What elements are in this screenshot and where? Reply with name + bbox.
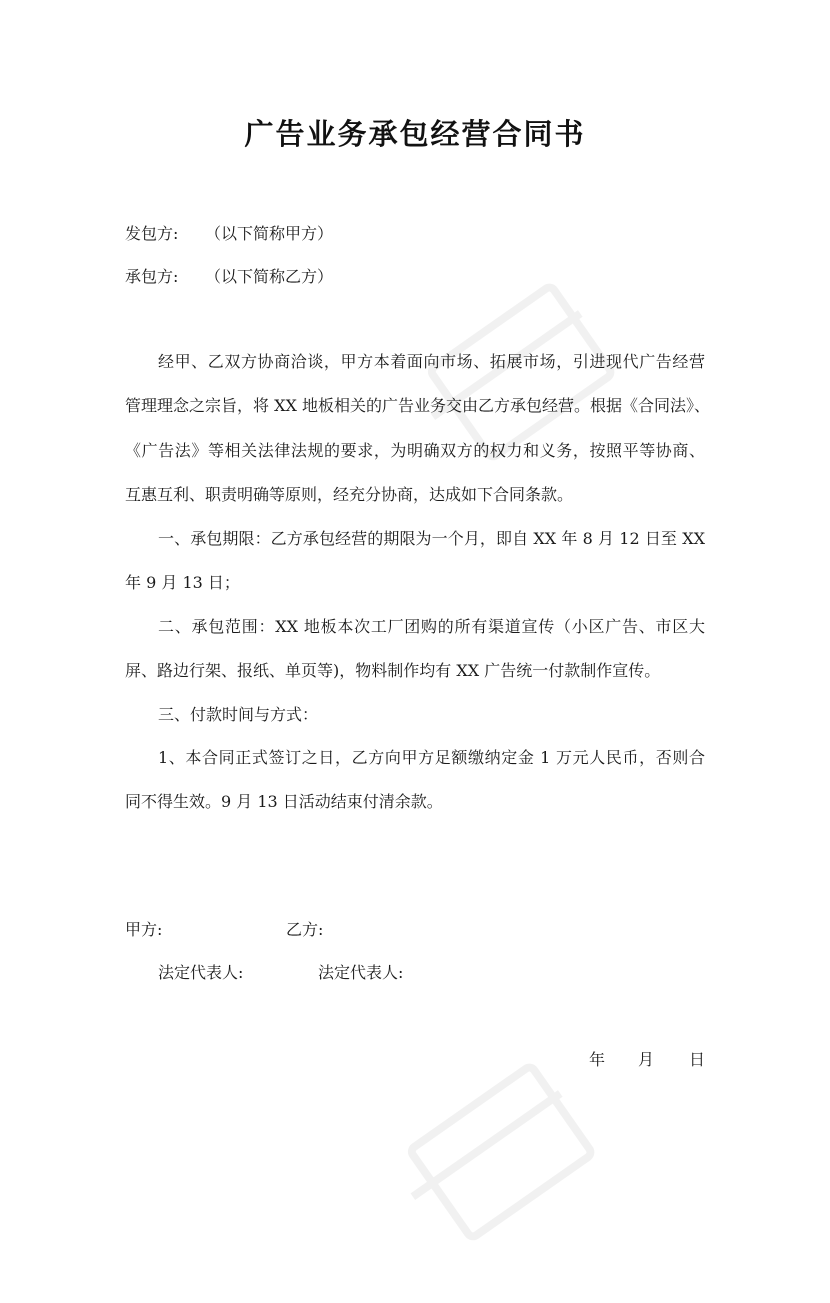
date-day: 日 [689,1050,706,1069]
date-month: 月 [638,1050,655,1069]
watermark-logo [337,997,643,1303]
clause-1-line: 年 9 月 13 日； [125,573,240,592]
document-title: 广告业务承包经营合同书 [244,117,586,151]
clause-3-title: 三、付款时间与方式： [158,705,319,724]
clause-2-line: 屏、路边行架、报纸、单页等)，物料制作均有 XX 广告统一付款制作宣传。 [125,661,661,680]
date-year: 年 [589,1050,606,1069]
clause-2-line: 二、承包范围：XX 地板本次工厂团购的所有渠道宣传（小区广告、市区大 [158,617,705,636]
intro-line: 经甲、乙双方协商洽谈，甲方本着面向市场、拓展市场，引进现代广告经营 [158,352,705,371]
party-a-note: （以下简称甲方） [205,224,334,243]
party-a-label: 发包方: [125,224,179,243]
signature-rep-a: 法定代表人: [158,963,244,982]
clause-1-line: 一、承包期限：乙方承包经营的期限为一个月，即自 XX 年 8 月 12 日至 XX [158,529,705,548]
intro-line: 管理理念之宗旨，将 XX 地板相关的广告业务交由乙方承包经营。根据《合同法》、 [125,396,710,415]
intro-line: 互惠互利、职责明确等原则，经充分协商，达成如下合同条款。 [125,485,574,504]
intro-line: 《广告法》等相关法律法规的要求，为明确双方的权力和义务，按照平等协商、 [125,441,705,460]
clause-3-item-line: 同不得生效。9 月 13 日活动结束付清余款。 [125,792,443,811]
party-b-label: 承包方: [125,267,179,286]
clause-3-item-line: 1、本合同正式签订之日，乙方向甲方足额缴纳定金 1 万元人民币，否则合 [158,748,705,767]
party-b-note: （以下简称乙方） [205,267,334,286]
signature-rep-b: 法定代表人: [318,963,404,982]
signature-party-b: 乙方: [286,920,324,939]
signature-party-a: 甲方: [125,920,163,939]
